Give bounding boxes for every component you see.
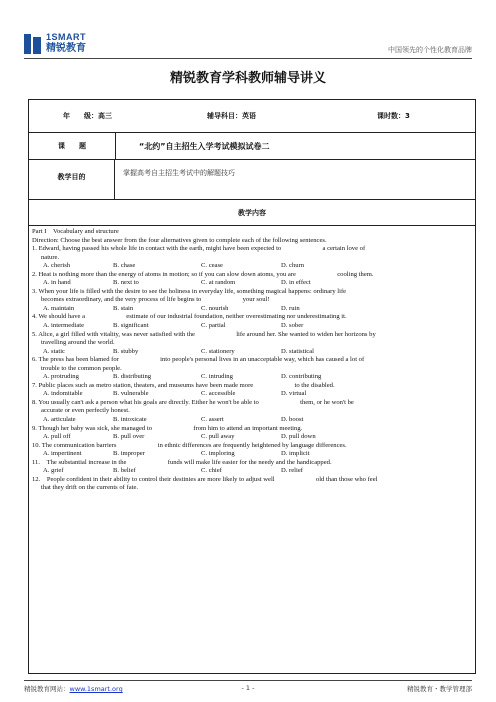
question-line: 4. We should have a estimate of our industrial foundation, neither overestimating nor underestimating it. — [32, 313, 347, 321]
answer-option[interactable]: D. boost — [281, 416, 304, 424]
question-line: becomes extraordinary, and the very process of life begins to your soul! — [41, 296, 270, 304]
logo-mark-icon — [24, 34, 42, 54]
answer-option[interactable]: C. chief — [201, 467, 222, 475]
question-line: 9. Though her baby was sick, she managed to from him to attend an important meeting. — [32, 424, 303, 432]
question-line: 10. The communication barriers in ethnic differences are frequently heightened by language differences. — [32, 441, 347, 449]
question-line: 6. The press has been blamed for into people's personal lives in an unacceptable way, which has caused a lot of — [32, 356, 365, 364]
answer-option[interactable]: A. indomitable — [43, 390, 83, 398]
goal-value: 掌握高考自主招生考试中的解题技巧 — [123, 168, 235, 177]
info-row — [29, 100, 475, 133]
question-line: 12. People confident in their ability to control their destinies are more likely to adjust well old than those who feel — [32, 475, 378, 483]
content-header-row — [29, 200, 475, 226]
question-line: 5. Alice, a girl filled with vitality, was never satisfied with the life around her. She wanted to widen her horizons by — [32, 330, 376, 338]
answer-option[interactable]: C. stationery — [201, 347, 235, 355]
question-list — [32, 245, 472, 493]
answer-option[interactable]: A. maintain — [43, 304, 75, 312]
footer-department: 精锐教育・教学管理部 — [407, 685, 472, 693]
exercise-content — [32, 228, 472, 493]
question-line: 1. Edward, having passed his whole life in contact with the earth, might have been expected to a certain love of — [32, 245, 366, 253]
answer-option[interactable]: A. cherish — [43, 262, 71, 270]
question-line: 11. The substantial increase in the funds will make life easier for the needy and the handicapped. — [32, 458, 332, 466]
answer-option[interactable]: C. accessible — [201, 390, 236, 398]
question-line: trouble to the common people. — [41, 364, 122, 372]
header-slogan: 中国领先的个性化教育品牌 — [388, 46, 472, 54]
grade-field: 年 级：高三 — [63, 112, 112, 120]
answer-option[interactable]: A. in hand — [43, 279, 71, 287]
answer-option[interactable]: B. stain — [113, 304, 134, 312]
answer-option[interactable]: B. next to — [113, 279, 139, 287]
answer-option[interactable]: A. intermediate — [43, 322, 85, 330]
answer-option[interactable]: A. articulate — [43, 416, 76, 424]
options-row — [32, 279, 472, 288]
answer-option[interactable]: A. static — [43, 347, 65, 355]
answer-option[interactable]: C. assert — [201, 416, 224, 424]
footer-divider — [24, 680, 472, 681]
goal-label: 教学目的 — [29, 160, 115, 199]
answer-option[interactable]: A. pull off — [43, 433, 71, 441]
answer-option[interactable]: C. nourish — [201, 304, 229, 312]
answer-option[interactable]: D. contributing — [281, 373, 322, 381]
subject-field: 辅导科目：英语 — [207, 112, 256, 120]
options-row — [32, 433, 472, 442]
topic-label: 课 题 — [29, 133, 116, 159]
answer-option[interactable]: C. partial — [201, 322, 226, 330]
answer-option[interactable]: A. grief — [43, 467, 64, 475]
answer-option[interactable]: B. chase — [113, 262, 136, 270]
options-row — [32, 450, 472, 459]
options-row — [32, 373, 472, 382]
answer-option[interactable]: D. virtual — [281, 390, 307, 398]
options-row — [32, 390, 472, 399]
topic-value: “北约”自主招生入学考试模拟试卷二 — [139, 141, 270, 151]
question-line: 8. You usually can't ask a person what his goals are directly. Either he won't be able to them, or he won't be — [32, 398, 354, 406]
topic-row — [29, 133, 475, 160]
header-divider — [24, 58, 472, 59]
answer-option[interactable]: A. protruding — [43, 373, 79, 381]
answer-option[interactable]: C. cease — [201, 262, 223, 270]
hours-field: 课时数：3 — [377, 112, 410, 120]
logo-english: 1SMART — [46, 32, 87, 42]
answer-option[interactable]: D. pull down — [281, 433, 316, 441]
question-line: nature. — [41, 253, 60, 261]
directions: Direction: Choose the best answer from the four alternatives given to complete each of the following sentences. — [32, 236, 327, 244]
document-title: 精锐教育学科教师辅导讲义 — [169, 71, 326, 86]
content-label: 教学内容 — [238, 208, 266, 217]
options-row — [32, 348, 472, 357]
goal-row — [29, 160, 475, 200]
options-row — [32, 416, 472, 425]
lesson-table — [28, 99, 476, 674]
question-line: accurate or even perfectly honest. — [41, 407, 130, 415]
answer-option[interactable]: C. intruding — [201, 373, 233, 381]
answer-option[interactable]: B. improper — [113, 450, 145, 458]
question-line: travelling around the world. — [41, 339, 115, 347]
options-row — [32, 305, 472, 314]
page-number: - 1 - — [241, 684, 255, 692]
answer-option[interactable]: D. sober — [281, 322, 304, 330]
part-heading: Part I Vocabulary and structure — [32, 228, 119, 235]
answer-option[interactable]: C. imploring — [201, 450, 235, 458]
logo — [24, 33, 86, 54]
answer-option[interactable]: D. churn — [281, 262, 305, 270]
answer-option[interactable]: B. vulnerable — [113, 390, 149, 398]
answer-option[interactable]: C. pull away — [201, 433, 235, 441]
options-row — [32, 262, 472, 271]
answer-option[interactable]: B. intoxicate — [113, 416, 147, 424]
answer-option[interactable]: D. statistical — [281, 347, 314, 355]
answer-option[interactable]: B. belief — [113, 467, 136, 475]
question-line: 2. Heat is nothing more than the energy of atoms in motion; so if you can slow down atoms, you are cooling them. — [32, 270, 374, 278]
answer-option[interactable]: B. distributing — [113, 373, 152, 381]
question-line: 3. When your life is filled with the desire to see the holiness in everyday life, something magical happens: ordinary life — [32, 287, 347, 295]
answer-option[interactable]: D. in effect — [281, 279, 311, 287]
answer-option[interactable]: B. significant — [113, 322, 149, 330]
options-row — [32, 322, 472, 331]
question-line: that they drift on the currents of fate. — [41, 484, 139, 492]
answer-option[interactable]: B. stubby — [113, 347, 139, 355]
options-row — [32, 467, 472, 476]
answer-option[interactable]: D. ruin — [281, 304, 300, 312]
answer-option[interactable]: B. pull over — [113, 433, 145, 441]
answer-option[interactable]: D. relief — [281, 467, 303, 475]
footer-site-link[interactable]: www.1smart.org — [69, 685, 123, 693]
logo-chinese: 精锐教育 — [46, 43, 86, 54]
answer-option[interactable]: A. impertinent — [43, 450, 82, 458]
footer-site-label: 精锐教育网站： — [24, 685, 70, 693]
answer-option[interactable]: C. at random — [201, 279, 236, 287]
answer-option[interactable]: D. implicit — [281, 450, 310, 458]
question-line: 7. Public places such as metro station, theaters, and museums have been made more to the disabled. — [32, 381, 335, 389]
